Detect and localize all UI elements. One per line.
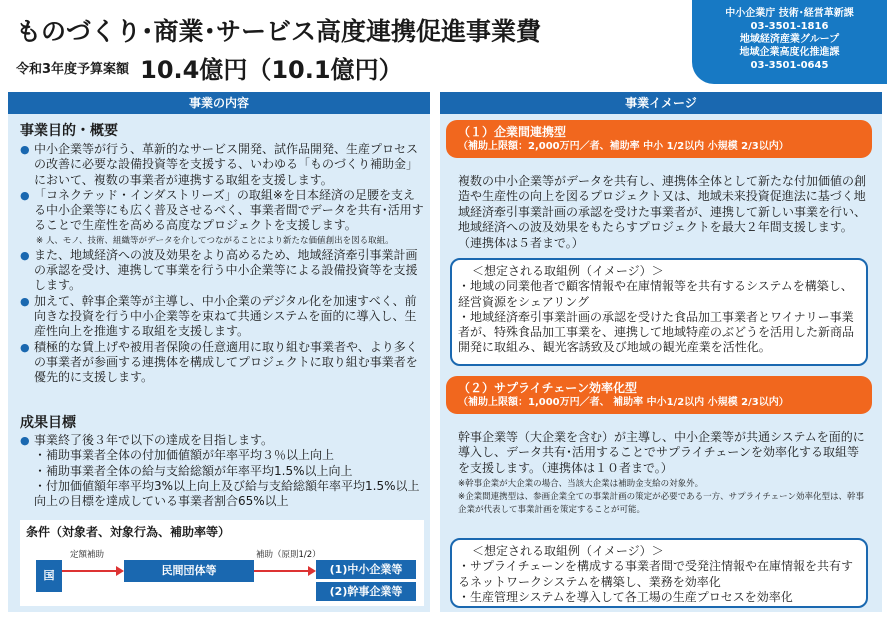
arrow-line: [62, 570, 116, 572]
purpose-title: 事業目的・概要: [20, 123, 118, 139]
arrow-line: [254, 570, 308, 572]
contact-line: 中小企業庁 技術･経営革新課: [725, 8, 854, 19]
conditions-box: [20, 520, 424, 606]
contact-line: 03-3501-1816: [750, 21, 829, 32]
bullet-item: ● 積極的な賃上げや被用者保険の任意適用に取り組む事業者や、より多くの事業者が参画する連携体を構成してプロジェクトに取り組む事業者を優先的に支援します。: [20, 339, 418, 385]
type2-example-box: [450, 538, 868, 608]
type1-title: （１）企業間連携型: [458, 125, 567, 139]
goal-item: ・付加価値額年率平均3%以上向上及び給与支給総額年率平均1.5%以上向上の目標を達成している事業者割合65%以上: [34, 478, 420, 509]
type1-title-box: [446, 120, 872, 158]
budget-value: 10.4億円（10.1億円）: [140, 56, 403, 84]
goal-title: 成果目標: [20, 415, 76, 431]
type2-example-item: ・サプライチェーンを構成する事業者間で受発注情報や在庫情報を共有するネットワークシステムを構築し、業務を効率化: [458, 559, 854, 589]
type1-description: 複数の中小企業等がデータを共有し、連携体全体として新たな付加価値の創造や生産性の向上を図るプロジェクト又は、地域未来投資促進法に基づく地域経済牽引事業計画の承認を受けた事業者が、連携して新しい事業を行い、地域経済への波及効果をもたらすプロジェクトを最大２年間支援します。（連携体は５者まで。）: [458, 174, 867, 250]
target-box-2: (2)幹事企業等: [316, 582, 416, 601]
panel-header-content: 事業の内容: [8, 92, 430, 114]
budget-line: [16, 50, 403, 85]
business-content-panel: [8, 92, 430, 612]
type1-example-box: [450, 258, 868, 366]
bullet-icon: ●: [20, 143, 30, 156]
type1-subtitle: （補助上限額：2,000万円／者、補助率 中小 1/2以内 小規模 2/3以内）: [458, 141, 789, 152]
bullet-icon: ●: [20, 294, 30, 308]
bullet-icon: ●: [20, 188, 30, 202]
type2-subtitle: （補助上限額：1,000万円／者、 補助率 中小1/2以内 小規模 2/3以内）: [458, 397, 789, 408]
bullet-item: ● 「コネクテッド・インダストリーズ」の取組※を日本経済の足腰を支える中小企業等にも広く普及させるべく、事業者間でデータを共有･活用することで生産性を高める高度なプロジェクトを支援します。: [20, 187, 424, 233]
type2-title-box: [446, 376, 872, 414]
type2-example-title: ＜想定される取組例（イメージ）＞: [472, 544, 664, 558]
page-title: ものづくり･商業･サービス高度連携促進事業費: [16, 17, 542, 46]
fixed-subsidy-label: 定額補助: [70, 550, 105, 560]
goal-lead: ● 事業終了後３年で以下の達成を目指します。: [20, 433, 274, 447]
budget-label: 令和3年度予算案額: [16, 62, 130, 77]
target-box-1: (1)中小企業等: [316, 560, 416, 579]
purpose-bullets: [20, 142, 424, 385]
contact-box: [692, 0, 887, 84]
bullet-icon: ●: [20, 248, 30, 262]
business-image-panel: [440, 92, 882, 612]
type1-example-item: ・地域経済牽引事業計画の承認を受けた食品加工事業者とワイナリー事業者が、特殊食品加工事業を、連携して地域特産のぶどうを活用した新商品開発に取組み、観光客誘致及び地域の観光産業を活性化。: [458, 309, 855, 355]
contact-line: 地域企業高度化推進課: [739, 47, 840, 58]
type2-example-item: ・生産管理システムを導入して各工場の生産プロセスを効率化: [458, 589, 793, 604]
footnote: ※ 人、モノ、技術、組織等がデータを介してつながることにより新たな価値創出を図る取組。: [36, 235, 394, 246]
bullet-item: ● また、地域経済への波及効果をより高めるため、地域経済牽引事業計画の承認を受け、連携して事業を行う中小企業等による設備投資等を支援します。: [20, 247, 418, 293]
bullet-icon: ●: [20, 340, 30, 354]
type2-description: 幹事企業等（大企業を含む）が主導し、中小企業等が共通システムを面的に導入し、データ共有･活用することでサプライチェーンを効率化する取組等を支援します。（連携体は１０者まで。）: [458, 430, 865, 475]
arrow-head-icon: [116, 566, 124, 576]
org-box: 民間団体等: [124, 560, 254, 582]
goal-item: ・補助事業者全体の給与支給総額が年率平均1.5%以上向上: [34, 463, 353, 478]
arrow-head-icon: [308, 566, 316, 576]
type2-note: ※幹事企業が大企業の場合、当該大企業は補助金支給の対象外。: [458, 479, 704, 489]
panel-header-image: 事業イメージ: [440, 92, 882, 114]
type1-example-title: ＜想定される取組例（イメージ）＞: [472, 264, 664, 278]
goal-item: ・補助事業者全体の付加価値額が年率平均３％以上向上: [34, 448, 335, 463]
type2-notes: [458, 478, 870, 517]
country-box: 国: [36, 560, 62, 592]
bullet-item: ● 中小企業等が行う、革新的なサービス開発、試作品開発、生産プロセスの改善に必要な設備投資等を支援する、いわゆる「ものづくり補助金」において、複数の事業者が連携する取組を支援します。: [20, 142, 419, 187]
bullet-icon: ●: [20, 434, 30, 447]
contact-line: 03-3501-0645: [750, 60, 829, 71]
goal-list: [20, 433, 424, 509]
conditions-title: 条件（対象者、対象行為、補助率等）: [26, 525, 231, 539]
type2-note: ※企業間連携型は、参画企業全ての事業計画の策定が必要である一方、サプライチェーン効率化型は、幹事企業が代表して事業計画を策定することが可能。: [458, 492, 864, 515]
bullet-item: ● 加えて、幹事企業等が主導し、中小企業のデジタル化を加速すべく、前向きな投資を行う中小企業等を束ねて共通システムを面的に導入し、生産性向上を推進する取組を支援します。: [20, 293, 417, 339]
contact-line: 地域経済産業グループ: [739, 34, 840, 45]
type1-example-item: ・地域の同業他者で顧客情報や在庫情報等を共有するシステムを構築し、経営資源をシェアリング: [458, 279, 853, 309]
type2-title: （２）サプライチェーン効率化型: [458, 381, 638, 395]
subsidy-label: 補助（原則1/2）: [256, 550, 321, 560]
